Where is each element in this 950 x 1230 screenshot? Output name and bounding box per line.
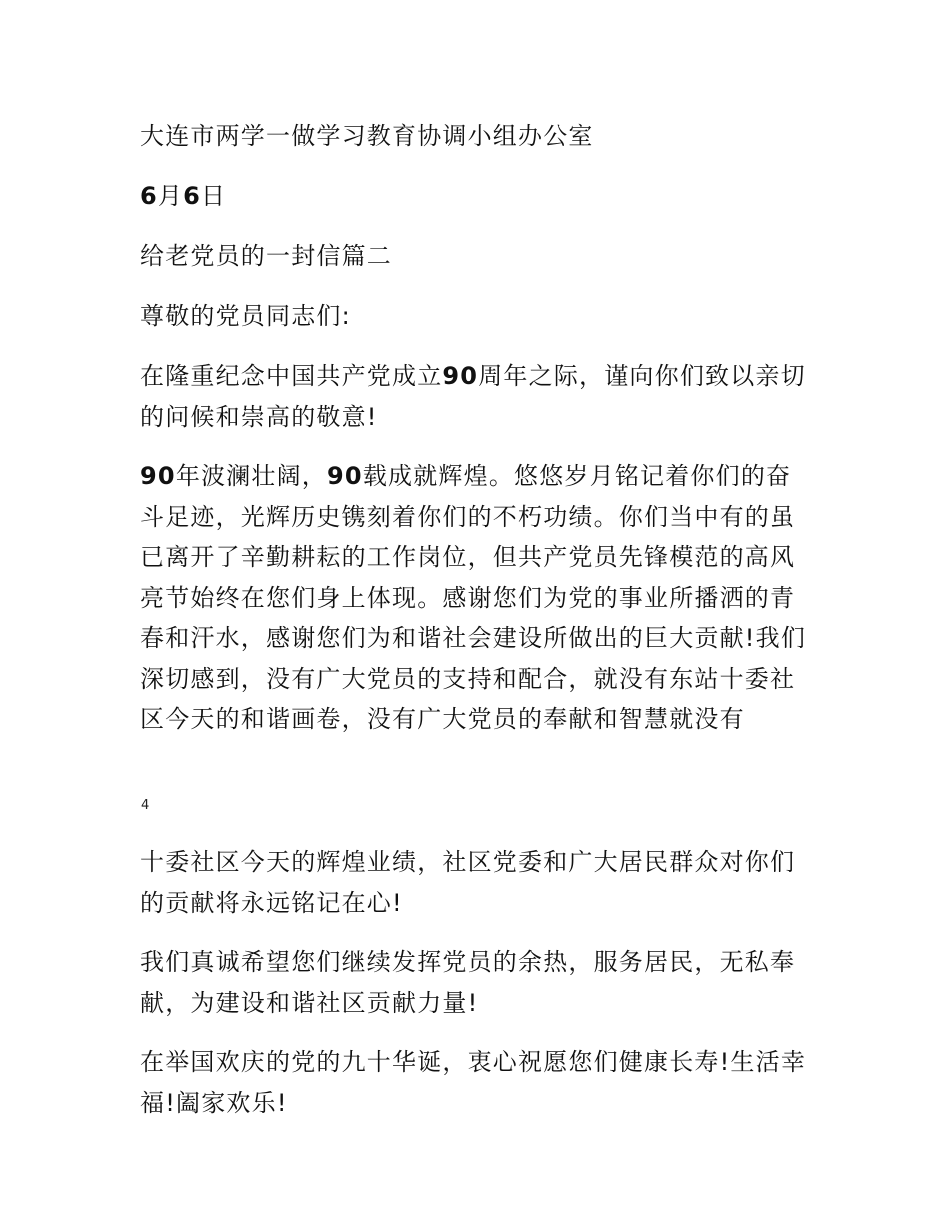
paragraph-anniversary-greeting xyxy=(140,356,812,437)
date-month-unit: 月 xyxy=(157,182,184,210)
salutation: 尊敬的党员同志们: xyxy=(140,302,351,330)
date-day: 6 xyxy=(183,182,202,210)
para2-text-2: 载成就辉煌。悠悠岁月铭记着你们的奋斗足迹，光辉历史镌刻着你们的不朽功绩。你们当中有的虽已离开了辛勤耕耘的工作岗位，但共产党员先锋模范的高风亮节始终在您们身上体现。感谢您们为党的事业所播洒的青春和汗水，感谢您们为和谐社会建设所做出的巨大贡献!我们深切感到，没有广大党员的支持和配合，就没有东站十委社区今天的和谐画卷，没有广大党员的奉献和智慧就没有 xyxy=(140,462,807,733)
para2-number-2: 90 xyxy=(327,462,363,490)
paragraph-hope: 我们真诚希望您们继续发挥党员的余热，服务居民，无私奉献，为建设和谐社区贡献力量! xyxy=(140,948,796,1017)
para1-text-before: 在隆重纪念中国共产党成立 xyxy=(140,362,443,390)
para1-number: 90 xyxy=(442,362,479,390)
para2-text-1: 年波澜壮阔， xyxy=(175,462,328,490)
paragraph-gratitude xyxy=(140,456,812,740)
date-month: 6 xyxy=(140,182,158,210)
paragraph-achievements: 十委社区今天的辉煌业绩，社区党委和广大居民群众对你们的贡献将永远铭记在心! xyxy=(140,848,796,917)
section-title: 给老党员的一封信篇二 xyxy=(140,242,392,270)
organization-line: 大连市两学一做学习教育协调小组办公室 xyxy=(140,122,594,150)
page-number: 4 xyxy=(141,798,150,813)
para1-text-after: 周年之际，谨向你们致以亲切的问候和崇高的敬意! xyxy=(140,362,806,431)
para2-number-1: 90 xyxy=(140,462,176,490)
date-line xyxy=(140,176,812,217)
paragraph-wishes: 在举国欢庆的党的九十华诞，衷心祝愿您们健康长寿!生活幸福!阖家欢乐! xyxy=(140,1048,807,1117)
date-day-unit: 日 xyxy=(201,182,227,210)
